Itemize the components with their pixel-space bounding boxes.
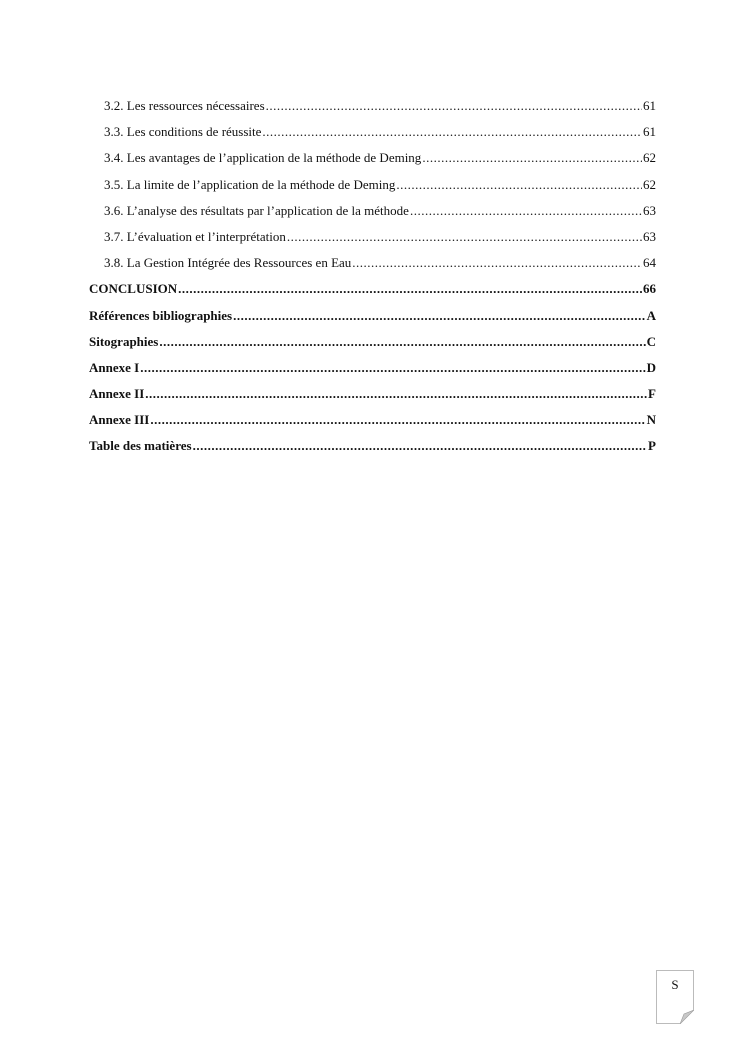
toc-entry-label: Annexe II (89, 386, 145, 402)
table-of-contents (89, 98, 656, 465)
toc-entry-label: Références bibliographies (89, 307, 233, 323)
toc-entry-label: 3.4. Les avantages de l’application de la méthode de Deming (104, 150, 422, 166)
dot-leader (266, 98, 642, 114)
toc-entry-label: Sitographies (89, 333, 159, 349)
toc-entry[interactable] (89, 229, 656, 255)
dot-leader (145, 386, 647, 402)
toc-entry-page: 64 (643, 255, 656, 271)
toc-entry-label: 3.7. L’évaluation et l’interprétation (104, 228, 286, 244)
dot-leader (233, 308, 646, 324)
toc-entry[interactable] (89, 203, 656, 229)
toc-entry-label: CONCLUSION (89, 281, 178, 297)
page-curl-icon (680, 1010, 694, 1024)
dot-leader (193, 438, 647, 454)
dot-leader (262, 124, 642, 140)
toc-entry[interactable] (89, 98, 656, 124)
toc-entry[interactable] (89, 386, 656, 412)
toc-entry[interactable] (89, 308, 656, 334)
toc-entry-page: 61 (643, 124, 656, 140)
toc-entry-page: 63 (643, 202, 656, 218)
toc-entry-page: D (646, 359, 656, 375)
toc-entry[interactable] (89, 255, 656, 281)
toc-entry-label: Table des matières (89, 438, 192, 454)
toc-entry-label: Annexe I (89, 359, 140, 375)
toc-entry[interactable] (89, 281, 656, 307)
toc-entry-page: 66 (643, 281, 656, 297)
toc-entry-label: 3.5. La limite de l’application de la méthode de Deming (104, 176, 396, 192)
dot-leader (352, 255, 642, 271)
toc-entry-page: 61 (643, 98, 656, 113)
toc-entry-page: N (646, 412, 656, 428)
toc-entry-label: 3.2. Les ressources nécessaires (104, 98, 265, 113)
toc-entry-page: P (648, 438, 656, 454)
dot-leader (150, 412, 645, 428)
toc-entry[interactable] (89, 334, 656, 360)
dot-leader (287, 229, 642, 245)
toc-entry-page: C (646, 333, 656, 349)
toc-entry[interactable] (89, 124, 656, 150)
dot-leader (422, 150, 642, 166)
toc-entry[interactable] (89, 438, 656, 464)
page-number-box (656, 970, 694, 1024)
toc-entry[interactable] (89, 150, 656, 176)
dot-leader (410, 203, 642, 219)
dot-leader (140, 360, 645, 376)
toc-entry[interactable] (89, 412, 656, 438)
toc-entry-label: 3.6. L’analyse des résultats par l’application de la méthode (104, 202, 409, 218)
dot-leader (178, 281, 642, 297)
toc-entry[interactable] (89, 360, 656, 386)
toc-entry-page: 62 (643, 150, 656, 166)
toc-entry[interactable] (89, 177, 656, 203)
dot-leader (159, 334, 645, 350)
toc-entry-label: 3.3. Les conditions de réussite (104, 124, 262, 140)
toc-entry-page: 62 (643, 176, 656, 192)
toc-entry-page: 63 (643, 228, 656, 244)
toc-entry-page: F (648, 386, 656, 402)
toc-entry-label: Annexe III (89, 412, 150, 428)
dot-leader (396, 177, 642, 193)
page-number: S (671, 977, 679, 992)
toc-entry-page: A (646, 307, 656, 323)
toc-entry-label: 3.8. La Gestion Intégrée des Ressources en Eau (104, 255, 352, 271)
